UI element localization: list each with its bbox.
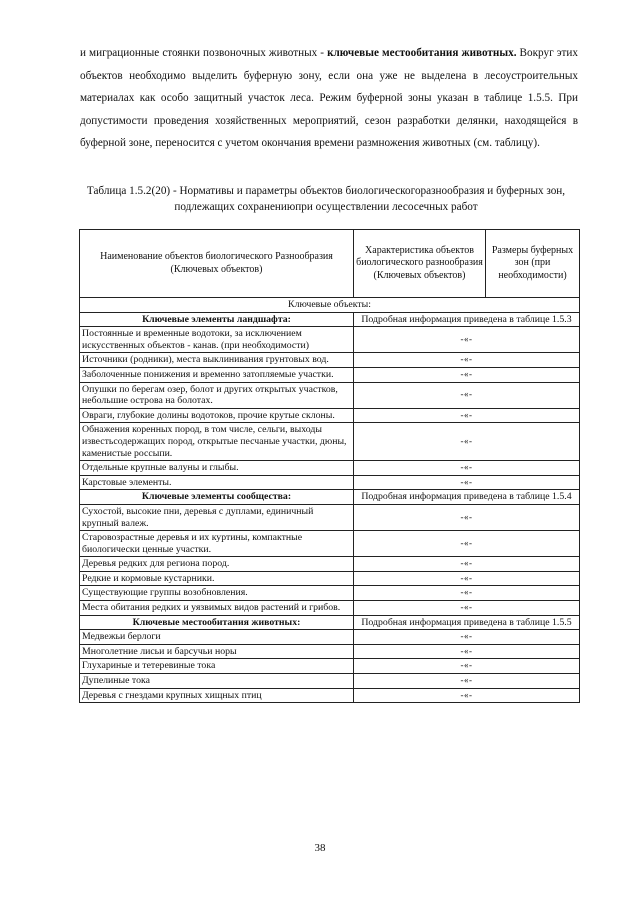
- object-name: Обнажения коренных пород, в том числе, сельги, выходы известьсодержащих пород, открытые песчаные участки, дюны, каменистые россыпи.: [80, 423, 354, 461]
- object-name: Места обитания редких и уязвимых видов растений и грибов.: [80, 601, 354, 616]
- table-row: [80, 367, 580, 382]
- table-row: [80, 504, 580, 530]
- table-row: [80, 674, 580, 689]
- object-name: Постоянные и временные водотоки, за исключением искусственных объектов - канав. (при необходимости): [80, 327, 354, 353]
- object-name: Овраги, глубокие долины водотоков, прочие крутые склоны.: [80, 408, 354, 423]
- table-row: [80, 382, 580, 408]
- section-info: Подробная информация приведена в таблице 1.5.3: [354, 312, 580, 327]
- object-name: Карстовые элементы.: [80, 475, 354, 490]
- object-name: Деревья редких для региона пород.: [80, 557, 354, 572]
- table-row: [80, 586, 580, 601]
- object-value: -«-: [354, 557, 580, 572]
- intro-text-before: и миграционные стоянки позвоночных животных -: [80, 47, 328, 59]
- object-value: -«-: [354, 408, 580, 423]
- object-value: -«-: [354, 423, 580, 461]
- table-row: [80, 644, 580, 659]
- table-caption: Таблица 1.5.2(20) - Нормативы и параметры объектов биологическогоразнообразия и буферных зон, подлежащих сохранениюпри осуществлении лесосечных работ: [86, 185, 566, 213]
- section-info: Подробная информация приведена в таблице 1.5.4: [354, 490, 580, 505]
- object-name: Опушки по берегам озер, болот и других открытых участков, небольшие острова на болотах.: [80, 382, 354, 408]
- intro-bold-phrase: ключевые местообитания животных.: [327, 47, 517, 59]
- key-objects-label: Ключевые объекты:: [80, 298, 580, 313]
- object-value: -«-: [354, 531, 580, 557]
- object-name: Отдельные крупные валуны и глыбы.: [80, 461, 354, 476]
- object-value: -«-: [354, 461, 580, 476]
- header-buffer-size: Размеры буферных зон (при необходимости): [486, 230, 580, 298]
- object-name: Существующие группы возобновления.: [80, 586, 354, 601]
- object-value: -«-: [354, 659, 580, 674]
- section-header-row: [80, 312, 580, 327]
- section-info: Подробная информация приведена в таблице 1.5.5: [354, 615, 580, 630]
- object-name: Деревья с гнездами крупных хищных птиц: [80, 688, 354, 703]
- table-row: [80, 423, 580, 461]
- key-objects-row: [80, 298, 580, 313]
- object-name: Старовозрастные деревья и их куртины, компактные биологически ценные участки.: [80, 531, 354, 557]
- object-name: Глухариные и тетеревиные тока: [80, 659, 354, 674]
- section-title: Ключевые элементы сообщества:: [80, 490, 354, 505]
- table-row: [80, 408, 580, 423]
- table-row: [80, 630, 580, 645]
- object-value: -«-: [354, 630, 580, 645]
- header-name: Наименование объектов биологического Разнообразия (Ключевых объектов): [80, 230, 354, 298]
- table-row: [80, 601, 580, 616]
- object-name: Многолетние лисьи и барсучьи норы: [80, 644, 354, 659]
- object-name: Сухостой, высокие пни, деревья с дуплами, единичный крупный валеж.: [80, 504, 354, 530]
- section-header-row: [80, 615, 580, 630]
- table-row: [80, 659, 580, 674]
- section-title: Ключевые элементы ландшафта:: [80, 312, 354, 327]
- object-name: Редкие и кормовые кустарники.: [80, 571, 354, 586]
- object-name: Заболоченные понижения и временно затопляемые участки.: [80, 367, 354, 382]
- table-row: [80, 557, 580, 572]
- biodiversity-table: [79, 229, 580, 703]
- object-name: Медвежьи берлоги: [80, 630, 354, 645]
- section-title: Ключевые местообитания животных:: [80, 615, 354, 630]
- object-value: -«-: [354, 586, 580, 601]
- object-value: -«-: [354, 353, 580, 368]
- table-row: [80, 531, 580, 557]
- table-row: [80, 353, 580, 368]
- object-value: -«-: [354, 382, 580, 408]
- table-row: [80, 327, 580, 353]
- table-row: [80, 571, 580, 586]
- section-header-row: [80, 490, 580, 505]
- object-value: -«-: [354, 475, 580, 490]
- object-value: -«-: [354, 367, 580, 382]
- table-header-row: [80, 230, 580, 298]
- table-row: [80, 461, 580, 476]
- object-value: -«-: [354, 688, 580, 703]
- object-name: Дупелиные тока: [80, 674, 354, 689]
- header-characteristics: Характеристика объектов биологического разнообразия (Ключевых объектов): [354, 230, 486, 298]
- object-value: -«-: [354, 644, 580, 659]
- intro-paragraph: [80, 42, 578, 155]
- page-number: 38: [314, 842, 326, 854]
- object-value: -«-: [354, 601, 580, 616]
- object-value: -«-: [354, 327, 580, 353]
- table-row: [80, 688, 580, 703]
- table-row: [80, 475, 580, 490]
- object-value: -«-: [354, 674, 580, 689]
- object-value: -«-: [354, 571, 580, 586]
- object-value: -«-: [354, 504, 580, 530]
- intro-text-after: Вокруг этих объектов необходимо выделить буферную зону, если она уже не выделена в лесоустроительных материалах как особо защитный участок леса. Режим буферной зоны указан в таблице 1.5.5. При допустимости проведения хозяйственных мероприятий, сезон разработки делянки, находящейся в буферной зоне, переносится с учетом окончания времени размножения животных (см. таблицу).: [80, 47, 578, 150]
- object-name: Источники (родники), места выклинивания грунтовых вод.: [80, 353, 354, 368]
